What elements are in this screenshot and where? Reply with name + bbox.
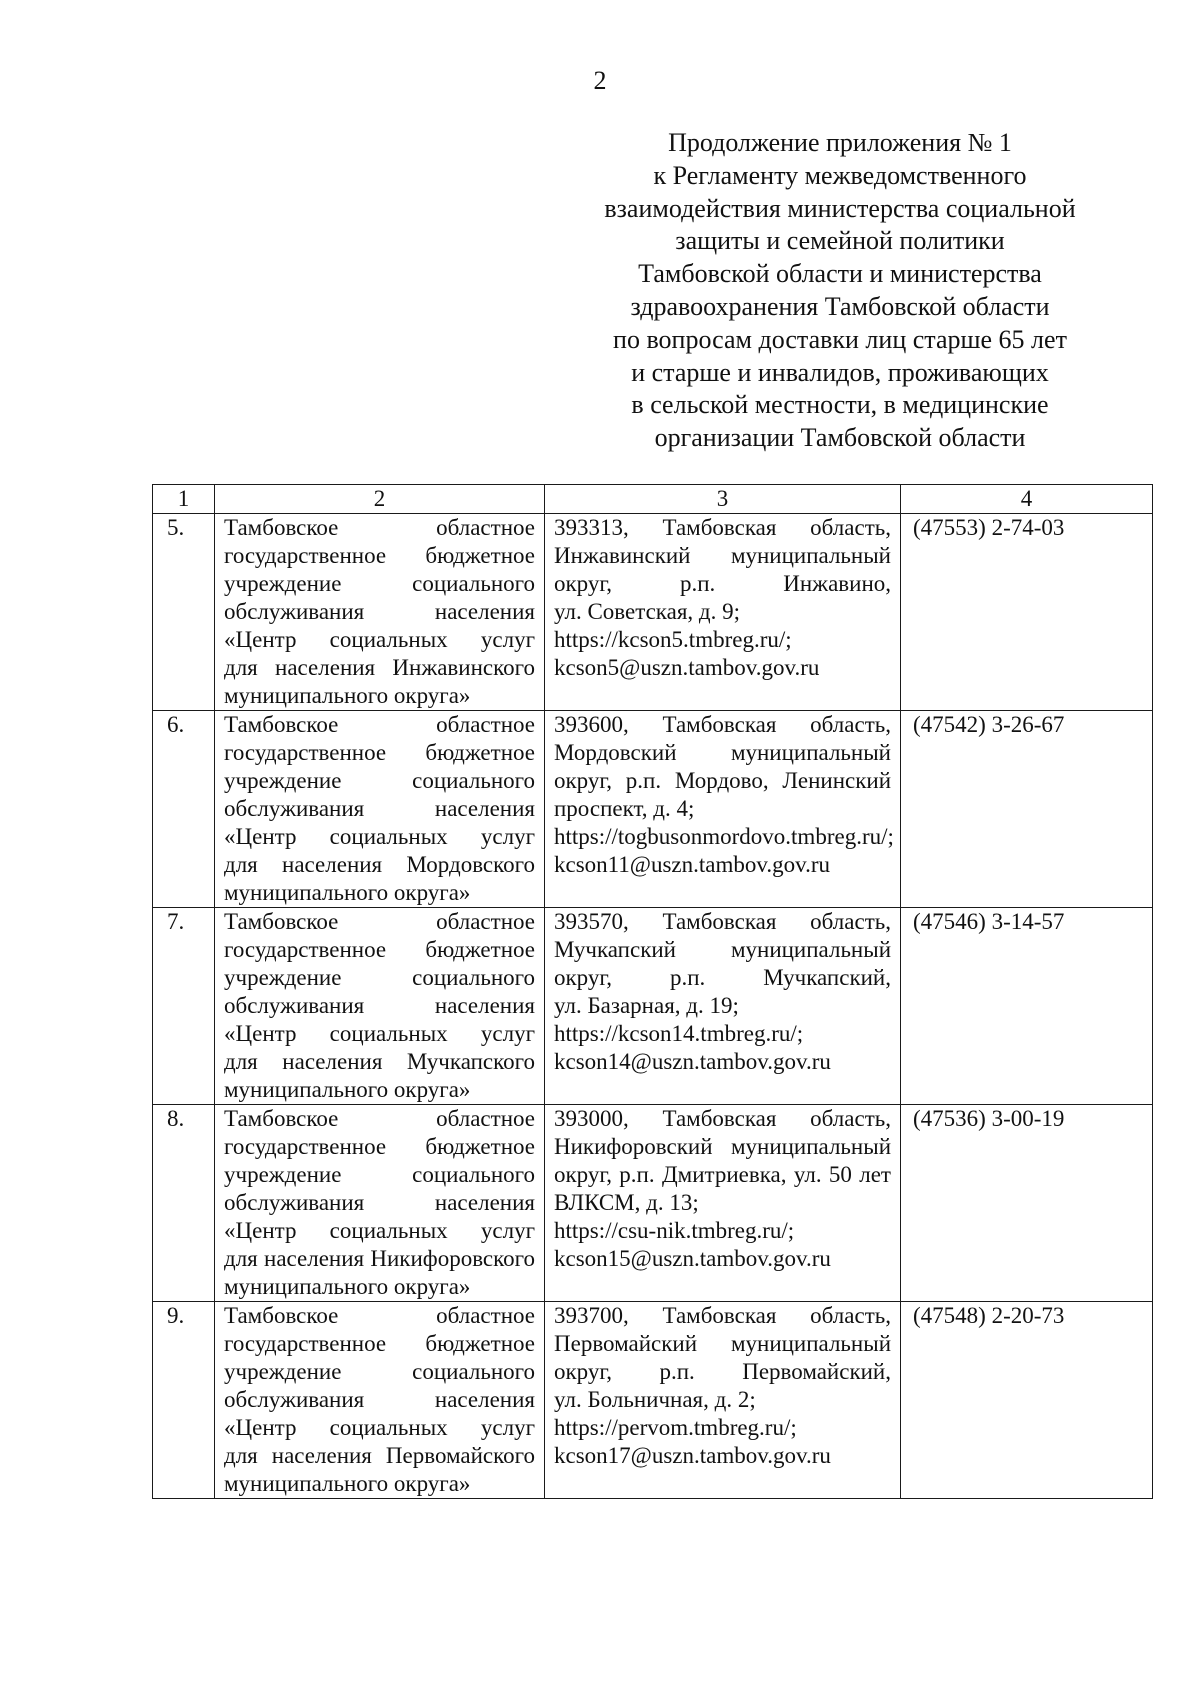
organization-name-line: обслуживания населения [224, 599, 535, 624]
organization-name-line: для населения Мордовского [224, 852, 535, 877]
organization-name-line: «Центр социальных услуг [224, 1218, 535, 1243]
organization-name-line: для населения Мучкапского [224, 1049, 535, 1074]
address-line: 393000, Тамбовская область, [554, 1106, 891, 1131]
organization-name-line: обслуживания населения [224, 993, 535, 1018]
row-number: 5. [153, 514, 215, 711]
organization-address [545, 908, 901, 1105]
address-line: округ, р.п. Мордово, Ленинский [554, 768, 891, 793]
address-line: округ, р.п. Дмитриевка, ул. 50 лет [554, 1162, 891, 1187]
table-row [153, 711, 1153, 908]
organization-name-line: учреждение социального [224, 571, 535, 596]
organization-name [215, 1105, 545, 1302]
website-link[interactable]: https://pervom.tmbreg.ru/; [554, 1415, 797, 1440]
address-line: ул. Базарная, д. 19; [554, 993, 739, 1018]
organization-name-line: муниципального округа» [224, 880, 471, 905]
phone-number: (47548) 2-20-73 [901, 1302, 1153, 1499]
organization-name-line: государственное бюджетное [224, 937, 535, 962]
organization-name [215, 1302, 545, 1499]
email-link[interactable]: kcson17@uszn.tambov.gov.ru [554, 1443, 831, 1468]
organization-address [545, 711, 901, 908]
phone-number: (47536) 3-00-19 [901, 1105, 1153, 1302]
table-row [153, 1105, 1153, 1302]
organization-name-line: для населения Первомайского [224, 1443, 535, 1468]
organization-name [215, 908, 545, 1105]
organization-name-line: учреждение социального [224, 1162, 535, 1187]
table-header-row [153, 485, 1153, 514]
organization-name-line: государственное бюджетное [224, 1134, 535, 1159]
heading-line: Тамбовской области и министерства [638, 259, 1042, 289]
email-link[interactable]: kcson11@uszn.tambov.gov.ru [554, 852, 831, 877]
row-number: 7. [153, 908, 215, 1105]
organization-name-line: муниципального округа» [224, 1077, 471, 1102]
organization-name-line: учреждение социального [224, 1359, 535, 1384]
organization-address [545, 1302, 901, 1499]
address-line: 393313, Тамбовская область, [554, 515, 891, 540]
heading-line: защиты и семейной политики [675, 226, 1005, 256]
organization-address [545, 1105, 901, 1302]
address-line: округ, р.п. Инжавино, [554, 571, 891, 596]
organizations-table [152, 484, 1153, 1499]
organization-name-line: «Центр социальных услуг [224, 1021, 535, 1046]
heading-line: к Регламенту межведомственного [653, 160, 1027, 190]
organization-name-line: муниципального округа» [224, 683, 471, 708]
heading-line: организации Тамбовской области [654, 423, 1026, 453]
website-link[interactable]: https://csu-nik.tmbreg.ru/; [554, 1218, 795, 1243]
heading-line: Продолжение приложения № 1 [668, 128, 1012, 157]
address-line: Инжавинский муниципальный [554, 543, 891, 568]
address-line: округ, р.п. Первомайский, [554, 1359, 891, 1384]
organization-name-line: обслуживания населения [224, 796, 535, 821]
organization-name [215, 514, 545, 711]
address-line: Никифоровский муниципальный [554, 1134, 891, 1159]
table-row [153, 514, 1153, 711]
row-number: 9. [153, 1302, 215, 1499]
email-link[interactable]: kcson14@uszn.tambov.gov.ru [554, 1049, 831, 1074]
address-line: 393600, Тамбовская область, [554, 712, 891, 737]
email-link[interactable]: kcson5@uszn.tambov.gov.ru [554, 655, 820, 680]
organization-name-line: Тамбовское областное [224, 1303, 535, 1328]
address-line: 393570, Тамбовская область, [554, 909, 891, 934]
column-header-address: 3 [545, 485, 901, 514]
organization-name-line: учреждение социального [224, 965, 535, 990]
organization-name-line: обслуживания населения [224, 1190, 535, 1215]
organization-name-line: Тамбовское областное [224, 515, 535, 540]
organization-name [215, 711, 545, 908]
heading-line: здравоохранения Тамбовской области [630, 291, 1050, 321]
row-number: 6. [153, 711, 215, 908]
address-line: проспект, д. 4; [554, 796, 695, 821]
phone-number: (47546) 3-14-57 [901, 908, 1153, 1105]
organization-name-line: муниципального округа» [224, 1471, 471, 1496]
column-header-name: 2 [215, 485, 545, 514]
organization-name-line: государственное бюджетное [224, 543, 535, 568]
table-row [153, 908, 1153, 1105]
address-line: ул. Больничная, д. 2; [554, 1387, 756, 1412]
address-line: Мордовский муниципальный [554, 740, 891, 765]
email-link[interactable]: kcson15@uszn.tambov.gov.ru [554, 1246, 831, 1271]
organization-name-line: для населения Инжавинского [224, 655, 535, 680]
appendix-heading [590, 127, 1090, 455]
website-link[interactable]: https://kcson14.tmbreg.ru/; [554, 1021, 804, 1046]
row-number: 8. [153, 1105, 215, 1302]
organization-name-line: учреждение социального [224, 768, 535, 793]
organization-name-line: Тамбовское областное [224, 712, 535, 737]
page-number: 2 [593, 66, 607, 95]
organization-name-line: государственное бюджетное [224, 740, 535, 765]
organization-name-line: «Центр социальных услуг [224, 824, 535, 849]
column-header-phone: 4 [901, 485, 1153, 514]
column-header-number: 1 [153, 485, 215, 514]
address-line: Мучкапский муниципальный [554, 937, 891, 962]
address-line: ул. Советская, д. 9; [554, 599, 740, 624]
organization-name-line: «Центр социальных услуг [224, 1415, 535, 1440]
address-line: округ, р.п. Мучкапский, [554, 965, 891, 990]
address-line: 393700, Тамбовская область, [554, 1303, 891, 1328]
table-row [153, 1302, 1153, 1499]
phone-number: (47542) 3-26-67 [901, 711, 1153, 908]
organization-name-line: муниципального округа» [224, 1274, 471, 1299]
organization-address [545, 514, 901, 711]
organization-name-line: Тамбовское областное [224, 1106, 535, 1131]
heading-line: взаимодействия министерства социальной [604, 193, 1076, 223]
organization-name-line: «Центр социальных услуг [224, 627, 535, 652]
organization-name-line: для населения Никифоровского [224, 1246, 535, 1271]
organization-name-line: государственное бюджетное [224, 1331, 535, 1356]
address-line: Первомайский муниципальный [554, 1331, 891, 1356]
website-link[interactable]: https://togbusonmordovo.tmbreg.ru/; [554, 824, 894, 849]
website-link[interactable]: https://kcson5.tmbreg.ru/; [554, 627, 792, 652]
heading-line: в сельской местности, в медицинские [631, 390, 1049, 420]
phone-number: (47553) 2-74-03 [901, 514, 1153, 711]
organization-name-line: обслуживания населения [224, 1387, 535, 1412]
address-line: ВЛКСМ, д. 13; [554, 1190, 699, 1215]
heading-line: и старше и инвалидов, проживающих [631, 357, 1049, 387]
organization-name-line: Тамбовское областное [224, 909, 535, 934]
heading-line: по вопросам доставки лиц старше 65 лет [613, 324, 1067, 354]
